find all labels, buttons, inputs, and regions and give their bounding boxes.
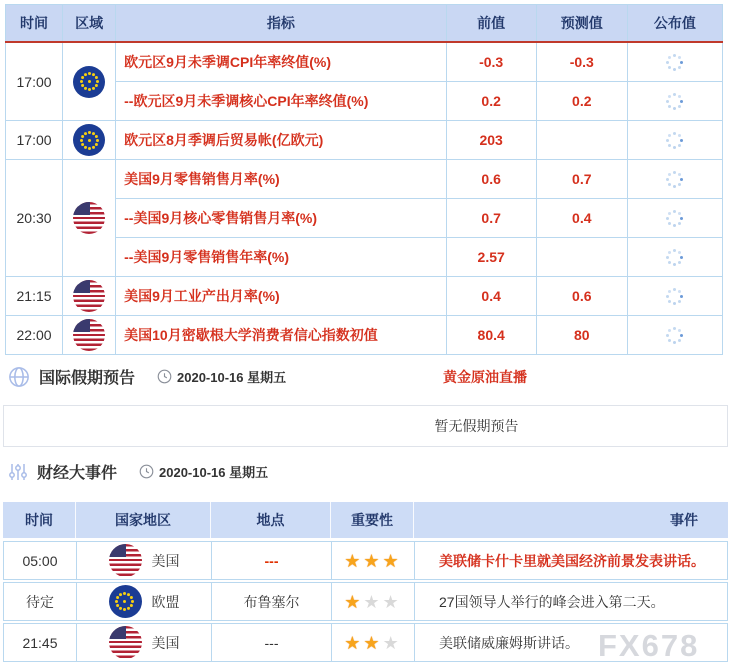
event-location: 布鲁塞尔 bbox=[211, 583, 331, 620]
us-flag-icon bbox=[73, 319, 105, 351]
time-cell: 17:00 bbox=[6, 121, 63, 160]
forecast-value bbox=[536, 121, 627, 160]
forecast-value bbox=[536, 238, 627, 277]
event-row bbox=[3, 541, 728, 580]
event-time: 05:00 bbox=[22, 552, 58, 569]
events-header-row bbox=[3, 502, 728, 538]
region-cell bbox=[63, 160, 116, 277]
calendar-row bbox=[6, 316, 723, 355]
indicator-cell: 美国9月工业产出月率(%) bbox=[116, 277, 446, 316]
globe-icon bbox=[8, 366, 30, 388]
holiday-date: 2020-10-16 星期五 bbox=[157, 367, 286, 386]
event-location: --- bbox=[211, 542, 331, 579]
col-header-region: 区域 bbox=[63, 5, 116, 43]
col-header-time: 时间 bbox=[25, 512, 53, 528]
forecast-value: 0.4 bbox=[536, 199, 627, 238]
actual-value bbox=[627, 316, 722, 355]
actual-value bbox=[627, 238, 722, 277]
indicator-cell: --美国9月核心零售销售月率(%) bbox=[116, 199, 446, 238]
holiday-empty-box bbox=[3, 405, 728, 447]
previous-value: 0.7 bbox=[446, 199, 536, 238]
loading-spinner-icon bbox=[666, 53, 684, 71]
forecast-value: 0.7 bbox=[536, 160, 627, 199]
col-header-forecast: 预测值 bbox=[536, 5, 627, 43]
indicator-cell: --美国9月零售销售年率(%) bbox=[116, 238, 446, 277]
events-section-title: 财经大事件 bbox=[37, 465, 118, 482]
indicator-cell: 欧元区9月未季调CPI年率终值(%) bbox=[116, 42, 446, 82]
region-cell bbox=[63, 316, 116, 355]
economic-calendar-table bbox=[5, 4, 723, 355]
col-header-previous: 前值 bbox=[446, 5, 536, 43]
forecast-value: 0.6 bbox=[536, 277, 627, 316]
event-description bbox=[414, 542, 727, 579]
indicator-cell: 欧元区8月季调后贸易帐(亿欧元) bbox=[116, 121, 446, 160]
previous-value: -0.3 bbox=[446, 42, 536, 82]
us-flag-icon bbox=[109, 626, 142, 659]
col-header-time: 时间 bbox=[6, 5, 63, 43]
event-row bbox=[3, 582, 728, 621]
holiday-empty-text: 暂无假期预告 bbox=[434, 418, 519, 434]
us-flag-icon bbox=[73, 202, 105, 234]
event-country: 美国 bbox=[76, 624, 211, 661]
col-header-location: 地点 bbox=[210, 502, 330, 538]
indicator-cell: 美国9月零售销售月率(%) bbox=[116, 160, 446, 199]
event-description: 27国领导人举行的峰会进入第二天。 bbox=[414, 583, 727, 620]
actual-value bbox=[627, 121, 722, 160]
col-header-country: 国家地区 bbox=[75, 502, 210, 538]
us-flag-icon bbox=[109, 544, 142, 577]
calendar-row bbox=[6, 42, 723, 82]
forecast-value: -0.3 bbox=[536, 42, 627, 82]
eu-flag-icon bbox=[73, 66, 105, 98]
us-flag-icon bbox=[73, 280, 105, 312]
clock-icon bbox=[139, 464, 154, 479]
loading-spinner-icon bbox=[666, 287, 684, 305]
col-header-importance: 重要性 bbox=[330, 502, 413, 538]
previous-value: 0.6 bbox=[446, 160, 536, 199]
calendar-row bbox=[6, 121, 723, 160]
col-header-actual: 公布值 bbox=[627, 5, 722, 43]
event-time: 待定 bbox=[26, 593, 54, 610]
event-country: 欧盟 bbox=[76, 583, 211, 620]
loading-spinner-icon bbox=[666, 209, 684, 227]
previous-value: 2.57 bbox=[446, 238, 536, 277]
clock-icon bbox=[157, 369, 172, 384]
actual-value bbox=[627, 199, 722, 238]
previous-value: 80.4 bbox=[446, 316, 536, 355]
event-time: 21:45 bbox=[22, 634, 58, 651]
holiday-section-header bbox=[8, 365, 723, 388]
previous-value: 0.2 bbox=[446, 82, 536, 121]
loading-spinner-icon bbox=[666, 131, 684, 149]
indicator-cell: 美国10月密歇根大学消费者信心指数初值 bbox=[116, 316, 446, 355]
loading-spinner-icon bbox=[666, 326, 684, 344]
time-cell: 22:00 bbox=[6, 316, 63, 355]
tune-sliders-icon bbox=[8, 461, 28, 483]
actual-value bbox=[627, 42, 722, 82]
actual-value bbox=[627, 277, 722, 316]
time-cell: 20:30 bbox=[6, 160, 63, 277]
loading-spinner-icon bbox=[666, 92, 684, 110]
previous-value: 0.4 bbox=[446, 277, 536, 316]
gold-oil-live-link[interactable]: 黄金原油直播 bbox=[443, 369, 527, 385]
actual-value bbox=[627, 82, 722, 121]
region-cell bbox=[63, 42, 116, 121]
actual-value bbox=[627, 160, 722, 199]
time-cell: 17:00 bbox=[6, 42, 63, 121]
col-header-indicator: 指标 bbox=[116, 5, 446, 43]
indicator-cell: --欧元区9月未季调核心CPI年率终值(%) bbox=[116, 82, 446, 121]
region-cell bbox=[63, 121, 116, 160]
event-location: --- bbox=[211, 624, 331, 661]
importance-stars: ★★ ★ bbox=[331, 624, 414, 661]
calendar-row bbox=[6, 277, 723, 316]
calendar-header-row bbox=[6, 5, 723, 43]
event-description: 美联储威廉姆斯讲话。 bbox=[414, 624, 727, 661]
eu-flag-icon bbox=[109, 585, 142, 618]
calendar-row bbox=[6, 160, 723, 199]
event-country: 美国 bbox=[76, 542, 211, 579]
loading-spinner-icon bbox=[666, 170, 684, 188]
importance-stars: ★ ★★ bbox=[331, 583, 414, 620]
forecast-value: 80 bbox=[536, 316, 627, 355]
holiday-section-title: 国际假期预告 bbox=[39, 370, 136, 387]
loading-spinner-icon bbox=[666, 248, 684, 266]
region-cell bbox=[63, 277, 116, 316]
events-date: 2020-10-16 星期五 bbox=[139, 462, 268, 481]
importance-stars: ★★★ bbox=[331, 542, 414, 579]
events-section-header bbox=[8, 460, 723, 483]
fx678-watermark: FX678 bbox=[598, 628, 700, 663]
col-header-event: 事件 bbox=[413, 502, 728, 538]
forecast-value: 0.2 bbox=[536, 82, 627, 121]
previous-value: 203 bbox=[446, 121, 536, 160]
event-link[interactable]: 美联储卡什卡里就美国经济前景发表讲话。 bbox=[439, 552, 705, 569]
time-cell: 21:15 bbox=[6, 277, 63, 316]
eu-flag-icon bbox=[73, 124, 105, 156]
